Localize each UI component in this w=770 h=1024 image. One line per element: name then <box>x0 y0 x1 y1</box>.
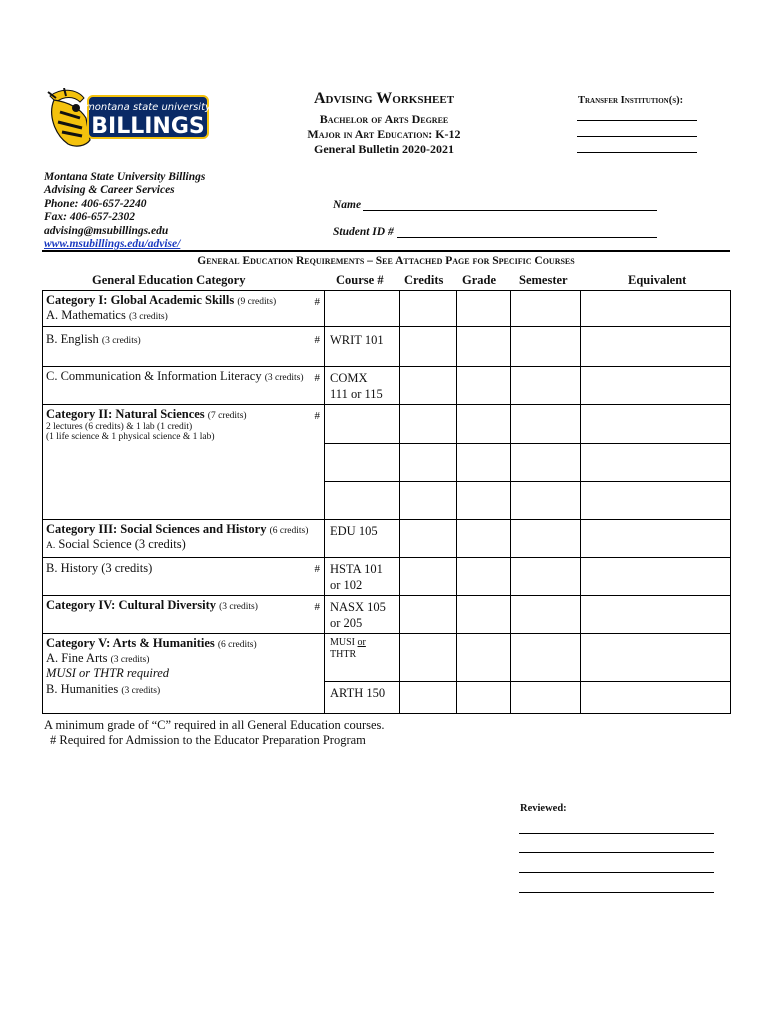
humanities-label: B. Humanities <box>46 682 119 696</box>
category-3-credits: (6 credits) <box>269 526 309 536</box>
semester-cell[interactable] <box>511 682 581 714</box>
required-mark: # <box>314 334 320 346</box>
equivalent-cell[interactable] <box>581 291 731 327</box>
credits-cell[interactable] <box>400 367 457 405</box>
semester-cell[interactable] <box>511 558 581 596</box>
required-mark: # <box>314 601 320 613</box>
fine-arts-credits: (3 credits) <box>110 655 150 665</box>
equivalent-cell[interactable] <box>581 596 731 634</box>
col-header-equivalent: Equivalent <box>628 273 687 287</box>
credits-cell[interactable] <box>400 520 457 558</box>
contact-block <box>44 171 205 251</box>
student-id-field[interactable] <box>397 237 657 238</box>
table-row <box>43 558 731 596</box>
social-science-prefix: A. <box>46 541 56 551</box>
table-row <box>43 291 731 327</box>
course-cell[interactable] <box>325 682 400 714</box>
reviewed-label: Reviewed: <box>520 803 567 814</box>
semester-cell[interactable] <box>511 405 581 444</box>
semester-cell[interactable] <box>511 520 581 558</box>
equivalent-cell[interactable] <box>581 682 731 714</box>
credits-cell[interactable] <box>400 444 457 482</box>
category-5-credits: (6 credits) <box>217 640 257 650</box>
mathematics-credits: (3 credits) <box>128 312 168 322</box>
equivalent-cell[interactable] <box>581 327 731 367</box>
semester-cell[interactable] <box>511 291 581 327</box>
communication-credits: (3 credits) <box>264 373 304 383</box>
category-2-credits: (7 credits) <box>207 411 247 421</box>
category-2-title: Category II: Natural Sciences <box>46 407 205 421</box>
semester-cell[interactable] <box>511 444 581 482</box>
mathematics-label: A. Mathematics <box>46 308 126 322</box>
reviewed-line-4[interactable] <box>519 892 714 893</box>
equivalent-cell[interactable] <box>581 367 731 405</box>
col-header-credits: Credits <box>404 273 444 287</box>
credits-cell[interactable] <box>400 596 457 634</box>
communication-label: C. Communication & Information Literacy <box>46 369 262 383</box>
contact-fax: Fax: 406-657-2302 <box>44 211 136 224</box>
semester-cell[interactable] <box>511 367 581 405</box>
contact-website-link[interactable]: www.msubillings.edu/advise/ <box>44 238 181 251</box>
course-thtr: THTR <box>330 649 357 660</box>
semester-cell[interactable] <box>511 327 581 367</box>
equivalent-cell[interactable] <box>581 558 731 596</box>
grade-cell[interactable] <box>457 596 511 634</box>
history-label: B. History (3 credits) <box>46 561 153 575</box>
transfer-institution-line-1[interactable] <box>577 120 697 121</box>
credits-cell[interactable] <box>400 327 457 367</box>
student-id-label: Student ID # <box>333 226 394 238</box>
course-arth: ARTH 150 <box>330 686 386 700</box>
course-cell[interactable] <box>325 444 400 482</box>
course-cell[interactable] <box>325 367 400 405</box>
equivalent-cell[interactable] <box>581 482 731 520</box>
admission-requirement-note: # Required for Admission to the Educator Preparation Program <box>50 733 366 747</box>
table-row <box>43 367 731 405</box>
required-mark: # <box>314 372 320 384</box>
name-field[interactable] <box>363 210 657 211</box>
course-writ: WRIT 101 <box>330 333 384 347</box>
category-cell <box>43 367 325 405</box>
requirements-table <box>42 290 731 714</box>
major-title <box>284 127 484 142</box>
course-cell[interactable] <box>325 327 400 367</box>
equivalent-cell[interactable] <box>581 444 731 482</box>
reviewed-line-2[interactable] <box>519 852 714 853</box>
col-header-grade: Grade <box>462 273 497 287</box>
contact-phone: Phone: 406-657-2240 <box>44 197 147 210</box>
category-1-title: Category I: Global Academic Skills <box>46 293 235 307</box>
msub-logo <box>46 88 212 150</box>
credits-cell[interactable] <box>400 405 457 444</box>
humanities-credits: (3 credits) <box>121 686 161 696</box>
english-label: B. English <box>46 332 99 346</box>
course-edu: EDU 105 <box>330 524 378 538</box>
course-cell[interactable] <box>325 558 400 596</box>
reviewed-line-1[interactable] <box>519 833 714 834</box>
required-mark: # <box>314 410 320 422</box>
category-cell <box>43 596 325 634</box>
category-3-title: Category III: Social Sciences and History <box>46 522 267 536</box>
equivalent-cell[interactable] <box>581 634 731 682</box>
section-divider <box>42 250 730 252</box>
category-4-credits: (3 credits) <box>219 602 258 612</box>
contact-university: Montana State University Billings <box>44 171 206 183</box>
grade-cell[interactable] <box>457 405 511 444</box>
course-hsta: HSTA 101 <box>330 562 383 576</box>
logo-main-text: BILLINGS <box>91 114 205 139</box>
english-credits: (3 credits) <box>101 336 141 346</box>
grade-requirement-note: A minimum grade of “C” required in all General Education courses. <box>44 718 385 732</box>
col-header-semester: Semester <box>519 273 568 287</box>
bulletin-title: General Bulletin 2020-2021 <box>314 142 454 156</box>
category-cell <box>43 291 325 327</box>
required-mark: # <box>314 563 320 575</box>
semester-cell[interactable] <box>511 482 581 520</box>
grade-cell[interactable] <box>457 558 511 596</box>
social-science-label: Social Science (3 credits) <box>58 537 186 551</box>
semester-cell[interactable] <box>511 634 581 682</box>
grade-cell[interactable] <box>457 291 511 327</box>
category-cell <box>43 558 325 596</box>
course-cell[interactable] <box>325 596 400 634</box>
table-row <box>43 634 731 682</box>
category-cell <box>43 405 325 520</box>
course-or: or <box>357 637 366 648</box>
table-row <box>43 596 731 634</box>
credits-cell[interactable] <box>400 558 457 596</box>
natural-science-note-1: 2 lectures (6 credits) & 1 lab (1 credit) <box>46 422 193 432</box>
degree-title: Bachelor of Arts Degree <box>319 112 449 126</box>
musi-thtr-note: MUSI or THTR required <box>46 666 170 680</box>
grade-cell[interactable] <box>457 367 511 405</box>
course-cell[interactable] <box>325 291 400 327</box>
col-header-category: General Education Category <box>92 273 246 287</box>
course-nasx: NASX 105 <box>330 600 386 614</box>
course-comx-options: 111 or 115 <box>330 387 383 401</box>
course-musi: MUSI <box>330 637 356 648</box>
natural-science-note-2: (1 life science & 1 physical science & 1 lab) <box>46 432 215 442</box>
course-cell[interactable] <box>325 482 400 520</box>
contact-department: Advising & Career Services <box>44 184 175 197</box>
grade-cell[interactable] <box>457 634 511 682</box>
credits-cell[interactable] <box>400 634 457 682</box>
category-cell <box>43 520 325 558</box>
page-title: Advising Worksheet <box>313 90 455 107</box>
table-row <box>43 520 731 558</box>
transfer-institution-line-2[interactable] <box>577 136 697 137</box>
fine-arts-label: A. Fine Arts <box>46 651 108 665</box>
course-hsta-options: or 102 <box>330 578 363 592</box>
course-cell[interactable] <box>325 634 400 682</box>
course-cell[interactable] <box>325 520 400 558</box>
name-label: Name <box>333 199 362 211</box>
major-prefix: Major in Art Education: <box>307 127 433 141</box>
required-mark: # <box>314 296 320 308</box>
credits-cell[interactable] <box>400 682 457 714</box>
yellowjacket-icon <box>46 88 212 150</box>
logo-top-text: montana state university <box>85 102 211 113</box>
category-1-credits: (9 credits) <box>237 297 277 307</box>
course-comx: COMX <box>330 371 368 385</box>
transfer-institution-label: Transfer Institution(s): <box>578 95 684 106</box>
credits-cell[interactable] <box>400 291 457 327</box>
major-grade: K-12 <box>435 127 461 141</box>
grade-cell[interactable] <box>457 682 511 714</box>
category-cell <box>43 634 325 714</box>
grade-cell[interactable] <box>457 520 511 558</box>
transfer-institution-line-3[interactable] <box>577 152 697 153</box>
reviewed-line-3[interactable] <box>519 872 714 873</box>
course-nasx-options: or 205 <box>330 616 363 630</box>
grade-cell[interactable] <box>457 327 511 367</box>
category-4-title: Category IV: Cultural Diversity <box>46 598 217 612</box>
grade-cell[interactable] <box>457 444 511 482</box>
table-row <box>43 405 731 444</box>
equivalent-cell[interactable] <box>581 405 731 444</box>
grade-cell[interactable] <box>457 482 511 520</box>
category-cell <box>43 327 325 367</box>
col-header-course: Course # <box>336 273 384 287</box>
section-title: General Education Requirements – See Attached Page for Specific Courses <box>197 255 575 267</box>
credits-cell[interactable] <box>400 482 457 520</box>
semester-cell[interactable] <box>511 596 581 634</box>
category-5-title: Category V: Arts & Humanities <box>46 636 215 650</box>
equivalent-cell[interactable] <box>581 520 731 558</box>
contact-email: advising@msubillings.edu <box>44 224 169 237</box>
table-row <box>43 327 731 367</box>
course-cell[interactable] <box>325 405 400 444</box>
